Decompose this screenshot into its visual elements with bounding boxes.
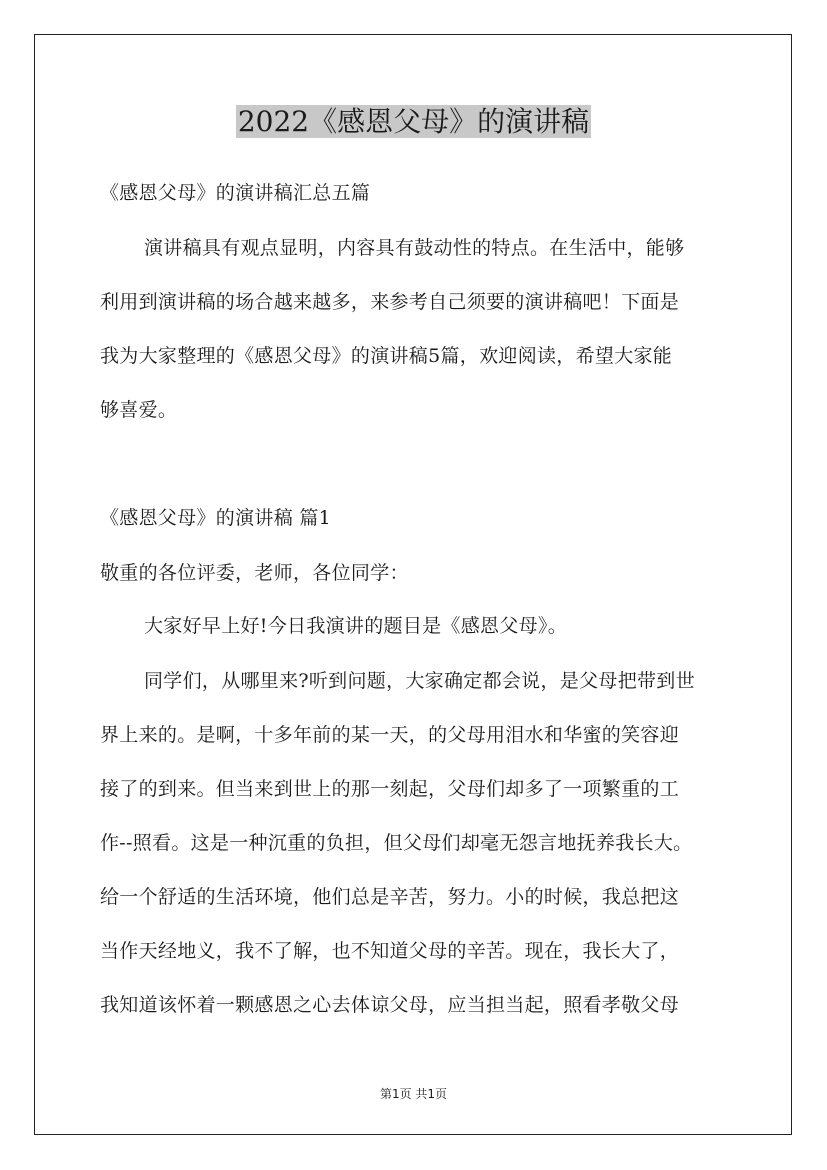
intro-line: 演讲稿具有观点显明，内容具有鼓动性的特点。在生活中，能够 — [144, 237, 685, 259]
body-line: 大家好早上好!今日我演讲的题目是《感恩父母》。 — [144, 615, 568, 637]
page-footer: 第1页 共1页 — [379, 1087, 448, 1101]
body-line: 当作天经地义，我不了解，也不知道父母的辛苦。现在，我长大了， — [100, 940, 680, 962]
body-line: 接了的到来。但当来到世上的那一刻起，父母们却多了一项繁重的工 — [100, 778, 680, 800]
body-line: 我知道该怀着一颗感恩之心去体谅父母，应当担当起，照看孝敬父母 — [100, 994, 680, 1016]
intro-line: 利用到演讲稿的场合越来越多，来参考自己须要的演讲稿吧！下面是 — [100, 291, 680, 313]
body-line: 同学们，从哪里来?听到问题，大家确定都会说，是父母把带到世 — [144, 670, 695, 692]
document-title: 2022《感恩父母》的演讲稿 — [237, 105, 590, 138]
intro-line: 够喜爱。 — [100, 399, 178, 421]
body-line: 界上来的。是啊，十多年前的某一天，的父母用泪水和华蜜的笑容迎 — [100, 724, 680, 746]
body-line: 作--照看。这是一种沉重的负担，但父母们却毫无怨言地抚养我长大。 — [100, 832, 693, 854]
section-heading: 《感恩父母》的演讲稿 篇1 — [100, 507, 332, 529]
subtitle: 《感恩父母》的演讲稿汇总五篇 — [100, 182, 371, 204]
intro-line: 我为大家整理的《感恩父母》的演讲稿5篇，欢迎阅读，希望大家能 — [100, 345, 673, 367]
greeting: 敬重的各位评委，老师，各位同学： — [100, 562, 409, 584]
body-line: 给一个舒适的生活环境，他们总是辛苦，努力。小的时候，我总把这 — [100, 886, 680, 908]
